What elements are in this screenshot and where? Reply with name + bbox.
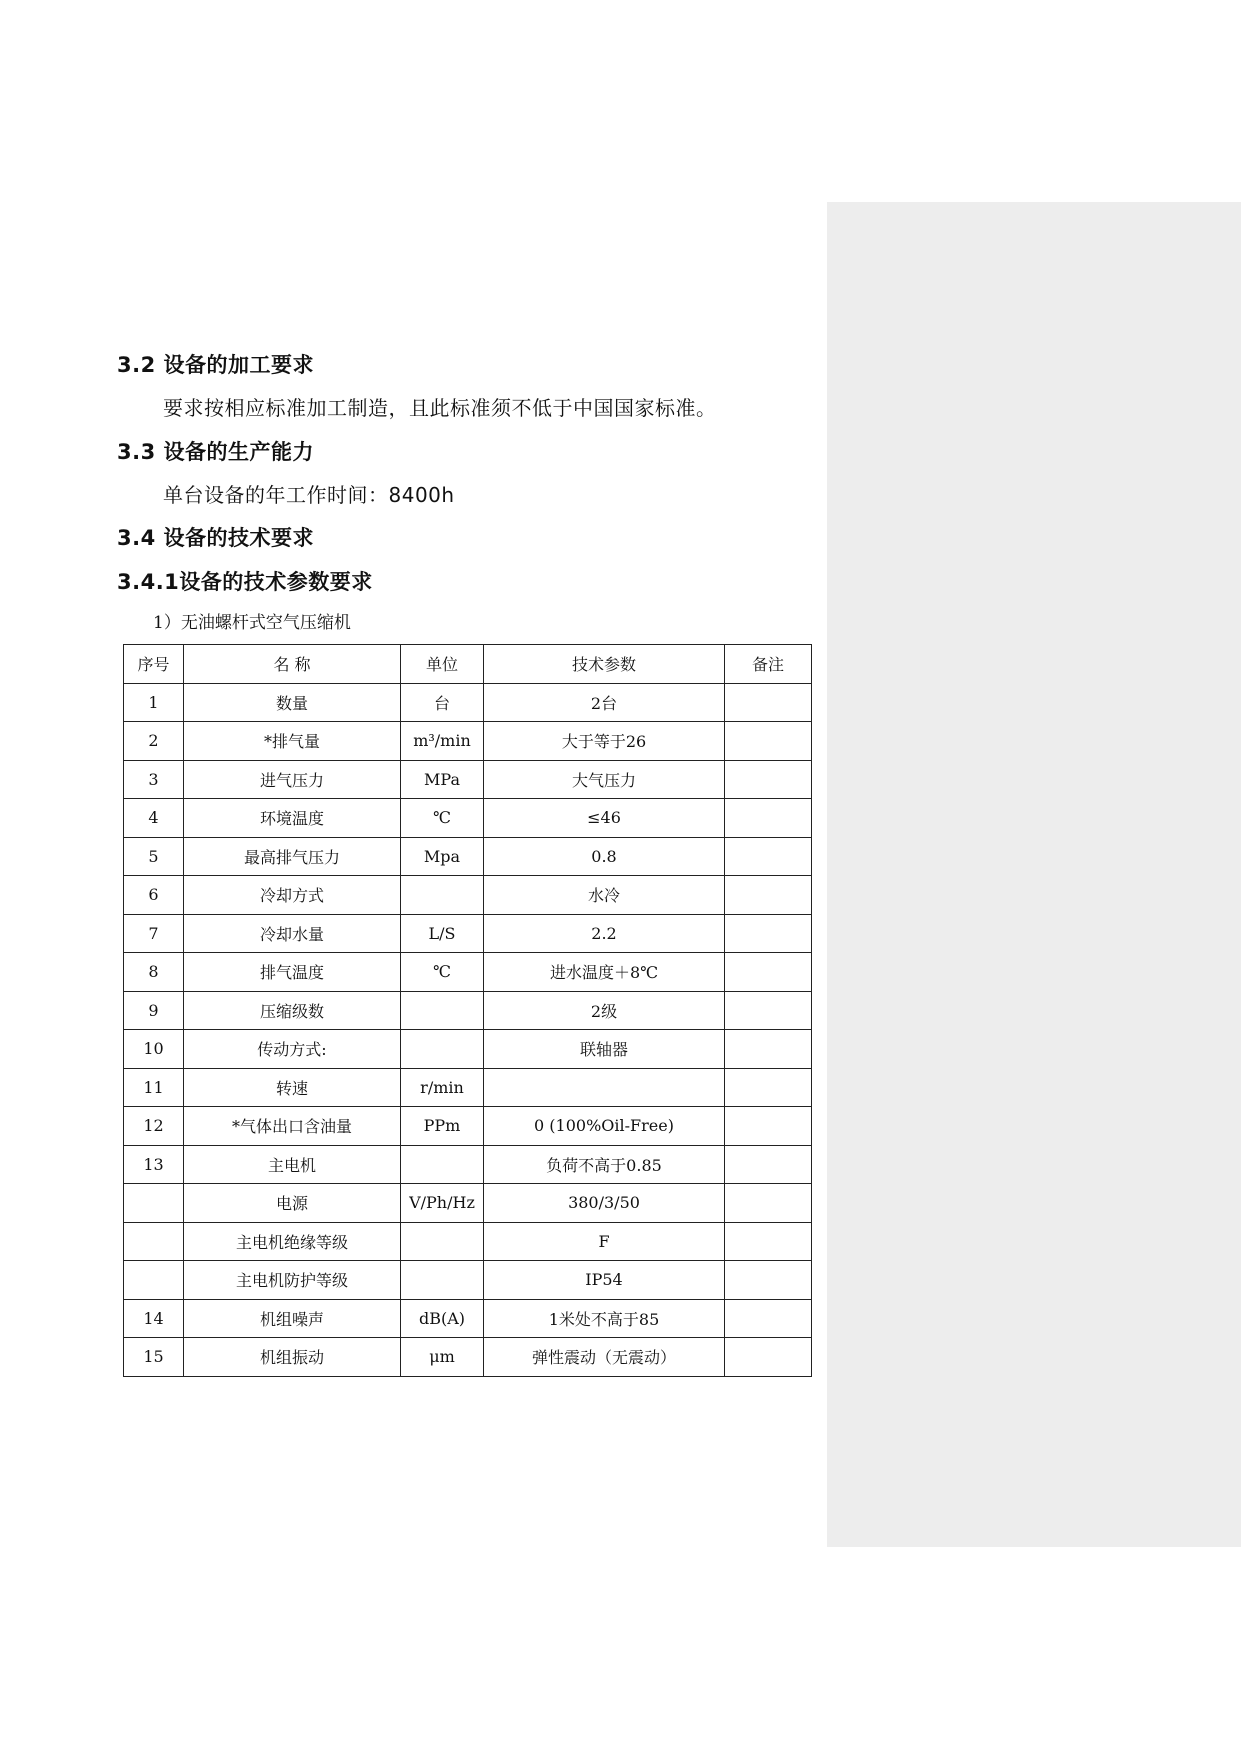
table-row	[124, 1184, 812, 1223]
cell-index: 5	[124, 837, 184, 876]
cell-parameter: 弹性震动（无震动）	[484, 1338, 725, 1377]
cell-name: 排气温度	[184, 953, 401, 992]
table-row	[124, 1338, 812, 1377]
section-text-3-3: 单台设备的年工作时间：8400h	[163, 483, 455, 507]
header-remark: 备注	[725, 645, 812, 684]
cell-index	[124, 1222, 184, 1261]
table-row	[124, 914, 812, 953]
cell-parameter: F	[484, 1222, 725, 1261]
section-text-3-2: 要求按相应标准加工制造，且此标准须不低于中国国家标准。	[163, 396, 717, 420]
cell-unit	[401, 1030, 484, 1069]
cell-unit: r/min	[401, 1068, 484, 1107]
cell-unit	[401, 991, 484, 1030]
table-row	[124, 683, 812, 722]
cell-parameter: ≤46	[484, 799, 725, 838]
cell-unit: μm	[401, 1338, 484, 1377]
cell-index	[124, 1261, 184, 1300]
cell-remark	[725, 799, 812, 838]
table-row	[124, 1068, 812, 1107]
table-row	[124, 722, 812, 761]
cell-name: 机组振动	[184, 1338, 401, 1377]
section-heading-3-4: 3.4 设备的技术要求	[117, 526, 315, 550]
section-heading-3-2: 3.2 设备的加工要求	[117, 353, 315, 377]
cell-unit	[401, 1261, 484, 1300]
cell-unit: ℃	[401, 953, 484, 992]
cell-unit: MPa	[401, 760, 484, 799]
cell-parameter	[484, 1068, 725, 1107]
cell-unit	[401, 1222, 484, 1261]
cell-name: 主电机	[184, 1145, 401, 1184]
cell-index: 13	[124, 1145, 184, 1184]
cell-parameter: 进水温度＋8℃	[484, 953, 725, 992]
table-row	[124, 1107, 812, 1146]
cell-name: 电源	[184, 1184, 401, 1223]
cell-unit: Mpa	[401, 837, 484, 876]
cell-index: 9	[124, 991, 184, 1030]
table-row	[124, 1030, 812, 1069]
cell-parameter: 负荷不高于0.85	[484, 1145, 725, 1184]
cell-unit: 台	[401, 683, 484, 722]
table-row	[124, 799, 812, 838]
header-parameter: 技术参数	[484, 645, 725, 684]
cell-remark	[725, 1030, 812, 1069]
cell-name: 冷却方式	[184, 876, 401, 915]
table-row	[124, 837, 812, 876]
cell-remark	[725, 953, 812, 992]
cell-remark	[725, 1068, 812, 1107]
cell-name: 主电机绝缘等级	[184, 1222, 401, 1261]
table-row	[124, 991, 812, 1030]
table-row	[124, 760, 812, 799]
cell-unit: V/Ph/Hz	[401, 1184, 484, 1223]
spec-table	[123, 644, 812, 1377]
cell-unit: L/S	[401, 914, 484, 953]
cell-parameter: 2台	[484, 683, 725, 722]
cell-remark	[725, 991, 812, 1030]
section-heading-3-3: 3.3 设备的生产能力	[117, 440, 315, 464]
cell-remark	[725, 1299, 812, 1338]
table-row	[124, 1222, 812, 1261]
table-row	[124, 876, 812, 915]
cell-name: *排气量	[184, 722, 401, 761]
cell-remark	[725, 837, 812, 876]
cell-unit	[401, 1145, 484, 1184]
cell-parameter: 2.2	[484, 914, 725, 953]
cell-name: 压缩级数	[184, 991, 401, 1030]
cell-remark	[725, 1145, 812, 1184]
cell-index: 15	[124, 1338, 184, 1377]
table-caption: 1）无油螺杆式空气压缩机	[153, 613, 351, 633]
cell-index: 10	[124, 1030, 184, 1069]
cell-index: 11	[124, 1068, 184, 1107]
cell-parameter: 大于等于26	[484, 722, 725, 761]
cell-index: 7	[124, 914, 184, 953]
table-header-row	[124, 645, 812, 684]
cell-name: 最高排气压力	[184, 837, 401, 876]
cell-parameter: 水冷	[484, 876, 725, 915]
cell-name: 进气压力	[184, 760, 401, 799]
cell-name: 主电机防护等级	[184, 1261, 401, 1300]
table-row	[124, 953, 812, 992]
cell-index: 14	[124, 1299, 184, 1338]
cell-index	[124, 1184, 184, 1223]
cell-parameter: 2级	[484, 991, 725, 1030]
cell-name: 转速	[184, 1068, 401, 1107]
cell-index: 3	[124, 760, 184, 799]
cell-index: 4	[124, 799, 184, 838]
cell-unit	[401, 876, 484, 915]
cell-name: 数量	[184, 683, 401, 722]
cell-remark	[725, 1338, 812, 1377]
table-row	[124, 1299, 812, 1338]
cell-index: 2	[124, 722, 184, 761]
cell-remark	[725, 760, 812, 799]
cell-remark	[725, 1222, 812, 1261]
cell-name: 冷却水量	[184, 914, 401, 953]
cell-name: 传动方式:	[184, 1030, 401, 1069]
table-body	[124, 683, 812, 1376]
section-heading-3-4-1: 3.4.1设备的技术参数要求	[117, 570, 373, 594]
cell-parameter: IP54	[484, 1261, 725, 1300]
cell-index: 12	[124, 1107, 184, 1146]
cell-unit: m³/min	[401, 722, 484, 761]
comment-margin-pane	[827, 202, 1241, 1547]
cell-remark	[725, 683, 812, 722]
cell-parameter: 0 (100%Oil-Free)	[484, 1107, 725, 1146]
cell-unit: ℃	[401, 799, 484, 838]
cell-remark	[725, 722, 812, 761]
cell-name: *气体出口含油量	[184, 1107, 401, 1146]
header-index: 序号	[124, 645, 184, 684]
cell-unit: dB(A)	[401, 1299, 484, 1338]
cell-remark	[725, 1107, 812, 1146]
header-name: 名 称	[184, 645, 401, 684]
cell-name: 机组噪声	[184, 1299, 401, 1338]
header-unit: 单位	[401, 645, 484, 684]
cell-parameter: 大气压力	[484, 760, 725, 799]
cell-remark	[725, 1184, 812, 1223]
cell-unit: PPm	[401, 1107, 484, 1146]
cell-remark	[725, 1261, 812, 1300]
table-row	[124, 1261, 812, 1300]
cell-parameter: 联轴器	[484, 1030, 725, 1069]
cell-name: 环境温度	[184, 799, 401, 838]
cell-index: 6	[124, 876, 184, 915]
cell-index: 8	[124, 953, 184, 992]
cell-parameter: 380/3/50	[484, 1184, 725, 1223]
cell-index: 1	[124, 683, 184, 722]
cell-remark	[725, 914, 812, 953]
cell-remark	[725, 876, 812, 915]
cell-parameter: 1米处不高于85	[484, 1299, 725, 1338]
cell-parameter: 0.8	[484, 837, 725, 876]
table-row	[124, 1145, 812, 1184]
